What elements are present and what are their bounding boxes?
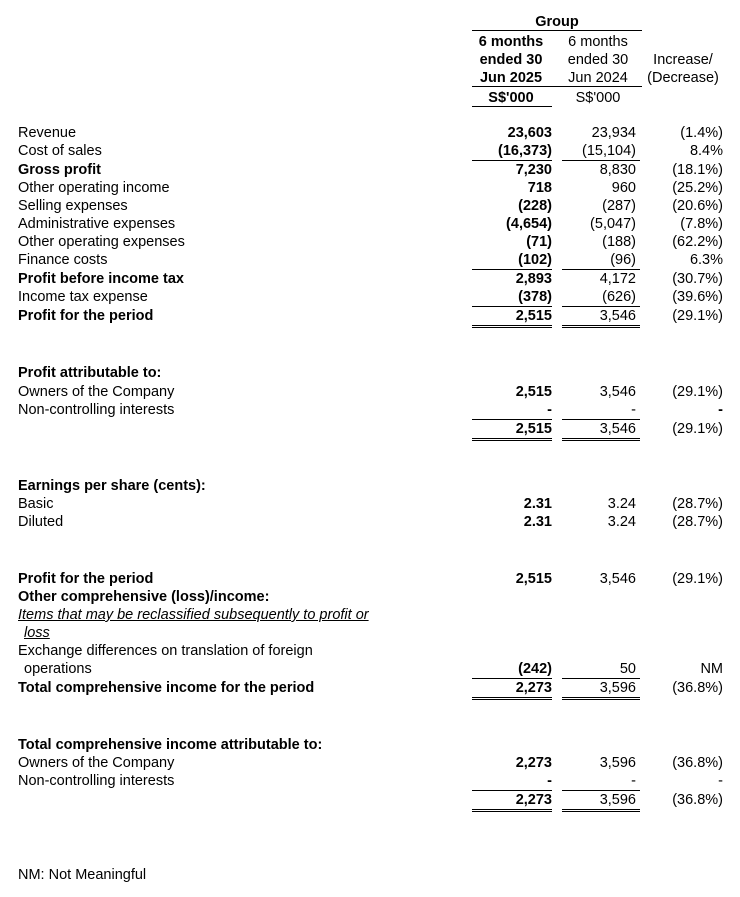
row-change: (28.7%) [672,496,723,512]
row-value-2024: 3,546 [599,308,636,324]
total-double-line [472,325,552,328]
row-value-2024: (188) [602,234,636,250]
section-heading: Total comprehensive income attributable to: [18,737,323,753]
row-value-2024: 50 [619,661,636,677]
total-double-line [562,438,640,441]
row-label: Selling expenses [18,198,128,214]
row-value-2025: 23,603 [507,125,552,141]
row-label: Total comprehensive income for the period [18,680,315,696]
row-value-2024: 960 [611,180,636,196]
row-value-2025: - [547,773,552,789]
row-value-2024: (626) [602,289,636,305]
row-label: Basic [18,496,54,512]
row-label: Non-controlling interests [18,773,175,789]
row-value-2025: 2,515 [515,308,552,324]
row-change: - [718,402,723,418]
row-change: (62.2%) [672,234,723,250]
row-change: (7.8%) [680,216,723,232]
total-double-line [472,438,552,441]
row-value-2025: 2.31 [523,496,552,512]
col3-header-line2: (Decrease) [647,70,719,86]
row-label: Exchange differences on translation of foreign [18,643,313,659]
row-change: (30.7%) [672,271,723,287]
row-label: Owners of the Company [18,384,175,400]
row-value-2024: - [631,773,636,789]
row-value-2024: 8,830 [599,162,636,178]
row-value-2025: (228) [518,198,552,214]
row-value-2025: (102) [518,252,552,268]
row-change: (28.7%) [672,514,723,530]
col1-header-line3: Jun 2025 [479,70,543,86]
row-value-2025: 2,273 [515,755,552,771]
row-value-2024: 3,596 [599,792,636,808]
total-double-line [562,809,640,812]
row-label: Non-controlling interests [18,402,175,418]
row-value-2024: (15,104) [581,143,636,159]
row-value-2025: 2.31 [523,514,552,530]
row-value-2025: 2,515 [515,571,552,587]
section-heading: Profit attributable to: [18,365,162,381]
row-value-2025: (378) [518,289,552,305]
row-value-2025: 2,273 [515,680,552,696]
col2-currency: S$'000 [575,90,621,106]
row-value-2024: 3,596 [599,680,636,696]
row-label: operations [24,661,92,677]
subsection-heading: Items that may be reclassified subsequently to profit or [18,607,369,623]
col2-header-line1: 6 months [568,34,628,50]
row-change: (36.8%) [672,792,723,808]
row-label: Diluted [18,514,64,530]
row-change: (39.6%) [672,289,723,305]
row-label: Profit before income tax [18,271,184,287]
col1-header-line2: ended 30 [479,52,543,68]
col1-currency: S$'000 [488,90,534,106]
row-change: NM [700,661,723,677]
row-value-2024: 4,172 [599,271,636,287]
row-label: Gross profit [18,162,101,178]
row-label: Profit for the period [18,571,154,587]
row-value-2024: 23,934 [591,125,636,141]
col3-header-line1: Increase/ [653,52,713,68]
row-value-2024: (5,047) [590,216,636,232]
row-change: (29.1%) [672,308,723,324]
row-value-2025: 2,515 [515,384,552,400]
total-double-line [472,697,552,700]
row-value-2025: 718 [527,180,552,196]
row-value-2024: 3,596 [599,755,636,771]
row-value-2025: 2,893 [515,271,552,287]
total-double-line [562,325,640,328]
row-change: (36.8%) [672,680,723,696]
row-value-2024: (96) [610,252,636,268]
row-label: Administrative expenses [18,216,176,232]
row-value-2025: - [547,402,552,418]
row-value-2025: (16,373) [497,143,552,159]
row-label: Revenue [18,125,77,141]
group-header: Group [535,14,579,30]
row-value-2024: (287) [602,198,636,214]
col2-header-line3: Jun 2024 [568,70,628,86]
row-change: (25.2%) [672,180,723,196]
section-heading: Earnings per share (cents): [18,478,206,494]
row-change: (29.1%) [672,421,723,437]
group-underline [472,30,642,31]
row-change: (29.1%) [672,571,723,587]
row-change: (20.6%) [672,198,723,214]
row-value-2025: 2,515 [515,421,552,437]
row-label: Profit for the period [18,308,154,324]
row-value-2024: 3,546 [599,571,636,587]
header-underline [472,86,642,87]
row-value-2025: (71) [526,234,552,250]
currency-underline [472,106,552,107]
row-value-2024: 3,546 [599,421,636,437]
row-change: (18.1%) [672,162,723,178]
row-value-2024: 3.24 [607,514,636,530]
row-value-2025: (242) [518,661,552,677]
row-change: 8.4% [689,143,723,159]
row-label: Owners of the Company [18,755,175,771]
row-value-2024: 3.24 [607,496,636,512]
row-value-2025: (4,654) [506,216,552,232]
row-value-2024: - [631,402,636,418]
row-label: Other operating expenses [18,234,185,250]
row-label: Income tax expense [18,289,148,305]
row-label: Finance costs [18,252,108,268]
row-change: (36.8%) [672,755,723,771]
row-value-2024: 3,546 [599,384,636,400]
subsection-heading-cont: loss [24,625,50,641]
total-double-line [562,697,640,700]
row-value-2025: 2,273 [515,792,552,808]
row-label: Cost of sales [18,143,102,159]
footnote: NM: Not Meaningful [18,867,147,883]
row-change: 6.3% [689,252,723,268]
row-label: Other operating income [18,180,170,196]
row-change: (29.1%) [672,384,723,400]
row-value-2025: 7,230 [515,162,552,178]
col2-header-line2: ended 30 [567,52,629,68]
section-heading: Other comprehensive (loss)/income: [18,589,270,605]
row-change: - [718,773,723,789]
total-double-line [472,809,552,812]
col1-header-line1: 6 months [478,34,544,50]
row-change: (1.4%) [680,125,723,141]
